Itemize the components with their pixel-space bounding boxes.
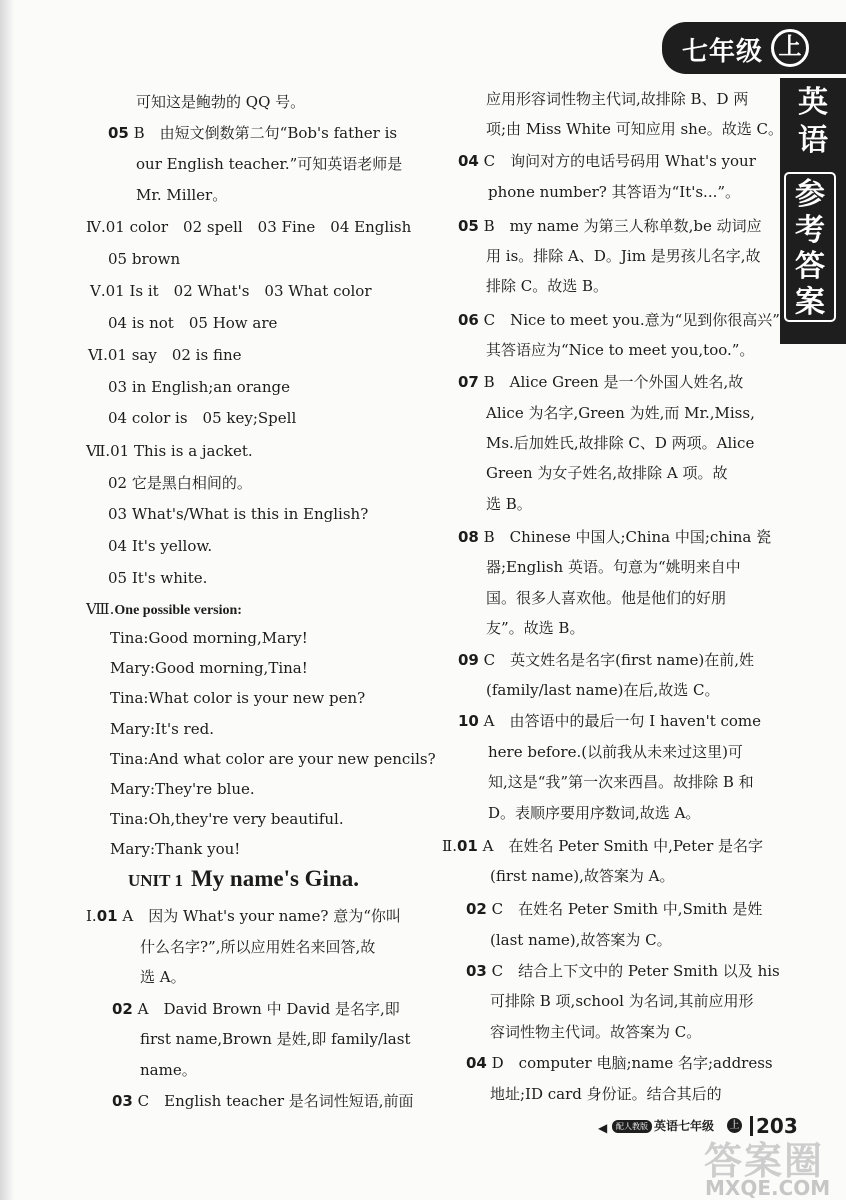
- grade-label: 七年级: [682, 37, 764, 67]
- text-line: first name,Brown 是姓,即 family/last: [140, 1030, 411, 1048]
- text-line: 可知这是鲍勃的 QQ 号。: [136, 93, 306, 111]
- answer-item: [458, 216, 762, 236]
- section-roman: Ⅱ.: [442, 837, 457, 855]
- text-line: 项;由 Miss White 可知应用 she。故选 C。: [486, 120, 783, 138]
- page-number: 203: [756, 1114, 798, 1138]
- item-text: C Nice to meet you.意为“见到你很高兴”,: [483, 311, 785, 329]
- watermark-logo: 答案圈: [704, 1139, 825, 1183]
- answer-item: [458, 711, 761, 731]
- text-line: 其答语应为“Nice to meet you,too.”。: [486, 341, 755, 359]
- text-line: 选 B。: [486, 495, 532, 513]
- section-roman: Ⅶ.: [86, 442, 111, 460]
- item-number: 07: [458, 373, 479, 391]
- semester-badge: 上: [771, 29, 809, 67]
- item-number: 01: [96, 907, 118, 925]
- item-text: B Alice Green 是一个外国人姓名,故: [483, 373, 744, 391]
- section-roman: Ⅰ.: [86, 907, 97, 925]
- section-answers: 01 say 02 is fine: [107, 346, 242, 364]
- watermark-url: MXQE.COM: [705, 1176, 831, 1200]
- text-line: name。: [140, 1061, 197, 1079]
- scan-edge-shadow: [0, 0, 14, 1200]
- item-number: 04: [458, 152, 479, 170]
- text-line: 可排除 B 项,school 为名词,其前应用形: [490, 992, 754, 1010]
- text-line: phone number? 其答语为“It's...”。: [488, 183, 741, 201]
- section-answers: 01 This is a jacket.: [110, 442, 253, 460]
- item-number: 03: [112, 1092, 133, 1110]
- unit-title: My name's Gina.: [190, 866, 359, 891]
- item-text: B my name 为第三人称单数,be 动词应: [483, 217, 762, 235]
- answer-item: [458, 372, 743, 392]
- text-line: 选 A。: [140, 968, 186, 986]
- answer-item: [466, 961, 780, 981]
- item-number: 02: [466, 900, 487, 918]
- dialogue-line: Tina:What color is your new pen?: [110, 689, 366, 707]
- unit-heading: [128, 866, 359, 892]
- section-line: [86, 217, 411, 237]
- answer-item: [108, 123, 397, 143]
- text-line: D。表顺序要用序数词,故选 A。: [488, 804, 701, 822]
- answer-item: [458, 527, 771, 547]
- dialogue-line: Tina:Oh,they're very beautiful.: [110, 810, 344, 828]
- item-number: 06: [458, 311, 479, 329]
- item-number: 02: [112, 1000, 133, 1018]
- text-line: (last name),故答案为 C。: [490, 931, 672, 949]
- answer-item: [442, 836, 763, 856]
- answer-item: [458, 650, 754, 670]
- item-number: 09: [458, 651, 479, 669]
- text-line: 05 It's white.: [108, 569, 208, 587]
- answer-item: [112, 1091, 414, 1111]
- text-line: 友”。故选 B。: [486, 619, 585, 637]
- item-text: C 询问对方的电话号码用 What's your: [483, 152, 756, 170]
- item-number: 05: [108, 124, 129, 142]
- section-line: [86, 599, 242, 621]
- text-line: 03 in English;an orange: [108, 378, 290, 396]
- answer-item: [458, 151, 756, 171]
- text-line: 04 It's yellow.: [108, 537, 213, 555]
- footer-book-title: 英语七年级: [654, 1119, 715, 1133]
- item-number: 03: [466, 962, 487, 980]
- item-number: 08: [458, 528, 479, 546]
- section-line: [90, 281, 372, 301]
- dialogue-line: Mary:They're blue.: [110, 780, 255, 798]
- item-number: 05: [458, 217, 479, 235]
- text-line: (first name),故答案为 A。: [490, 867, 675, 885]
- section-answers: 01 Is it 02 What's 03 What color: [105, 282, 372, 300]
- text-line: (family/last name)在后,故选 C。: [486, 681, 720, 699]
- item-text: A 在姓名 Peter Smith 中,Peter 是名字: [482, 837, 764, 855]
- text-line: 应用形容词性物主代词,故排除 B、D 两: [486, 90, 749, 108]
- text-line: Alice 为名字,Green 为姓,而 Mr.,Miss,: [486, 404, 755, 422]
- item-text: B 由短文倒数第二句“Bob's father is: [133, 124, 398, 142]
- answer-item: [458, 310, 785, 330]
- text-line: Green 为女子姓名,故排除 A 项。故: [486, 464, 728, 482]
- text-line: our English teacher.”可知英语老师是: [136, 155, 403, 173]
- text-line: 04 is not 05 How are: [108, 314, 278, 332]
- edition-badge: 配人教版: [612, 1120, 652, 1133]
- dialogue-line: Tina:Good morning,Mary!: [110, 629, 308, 647]
- text-line: 地址;ID card 身份证。结合其后的: [490, 1085, 722, 1103]
- section-roman: Ⅴ.: [90, 282, 106, 300]
- dialogue-line: Mary:It's red.: [110, 720, 214, 738]
- item-number: 04: [466, 1054, 487, 1072]
- answer-item: [466, 1053, 773, 1073]
- unit-label: UNIT 1: [128, 871, 183, 890]
- subject-label: 英语: [798, 85, 828, 158]
- item-text: C English teacher 是名词性短语,前面: [137, 1092, 414, 1110]
- item-text: D computer 电脑;name 名字;address: [491, 1054, 773, 1072]
- answer-item: [112, 999, 400, 1019]
- text-line: 国。很多人喜欢他。他是他们的好朋: [486, 589, 727, 607]
- text-line: Mr. Miller。: [136, 186, 228, 204]
- item-text: A 因为 What's your name? 意为“你叫: [122, 907, 401, 925]
- item-text: C 在姓名 Peter Smith 中,Smith 是姓: [491, 900, 763, 918]
- text-line: 04 color is 05 key;Spell: [108, 409, 297, 427]
- text-line: 器;English 英语。句意为“姚明来自中: [486, 558, 741, 576]
- section-roman: Ⅳ.: [86, 218, 106, 236]
- footer-semester-badge: 上: [727, 1118, 742, 1133]
- dialogue-line: Mary:Thank you!: [110, 840, 241, 858]
- answer-key-label: 参考答案: [795, 177, 825, 320]
- section-title: One possible version:: [114, 603, 242, 618]
- item-text: B Chinese 中国人;China 中国;china 瓷: [483, 528, 772, 546]
- text-line: 什么名字?”,所以应用姓名来回答,故: [140, 938, 376, 956]
- dialogue-line: Mary:Good morning,Tina!: [110, 659, 308, 677]
- text-line: 排除 C。故选 B。: [486, 277, 609, 295]
- section-roman: Ⅵ.: [88, 346, 108, 364]
- text-line: 02 它是黑白相间的。: [108, 474, 252, 492]
- item-text: A 由答语中的最后一句 I haven't come: [483, 712, 762, 730]
- item-text: A David Brown 中 David 是名字,即: [137, 1000, 400, 1018]
- text-line: 05 brown: [108, 250, 181, 268]
- section-line: [88, 345, 242, 365]
- text-line: Ms.后加姓氏,故排除 C、D 两项。Alice: [486, 434, 755, 452]
- text-line: 容词性物主代词。故答案为 C。: [490, 1023, 702, 1041]
- item-number: 10: [458, 712, 479, 730]
- item-text: C 结合上下文中的 Peter Smith 以及 his: [491, 962, 780, 980]
- item-number: 01: [456, 837, 478, 855]
- section-roman: Ⅷ.: [86, 600, 115, 618]
- item-text: C 英文姓名是名字(first name)在前,姓: [483, 651, 754, 669]
- text-line: 03 What's/What is this in English?: [108, 505, 369, 523]
- text-line: 知,这是“我”第一次来西昌。故排除 B 和: [488, 773, 754, 791]
- section-answers: 01 color 02 spell 03 Fine 04 English: [105, 218, 412, 236]
- text-line: 用 is。排除 A、D。Jim 是男孩儿名字,故: [486, 247, 761, 265]
- dialogue-line: Tina:And what color are your new pencils?: [110, 750, 436, 768]
- footer-arrow-icon: ◀: [598, 1121, 608, 1135]
- answer-item: [466, 899, 762, 919]
- answer-item: [86, 906, 401, 926]
- section-line: [86, 441, 253, 461]
- text-line: here before.(以前我从未来过这里)可: [488, 743, 743, 761]
